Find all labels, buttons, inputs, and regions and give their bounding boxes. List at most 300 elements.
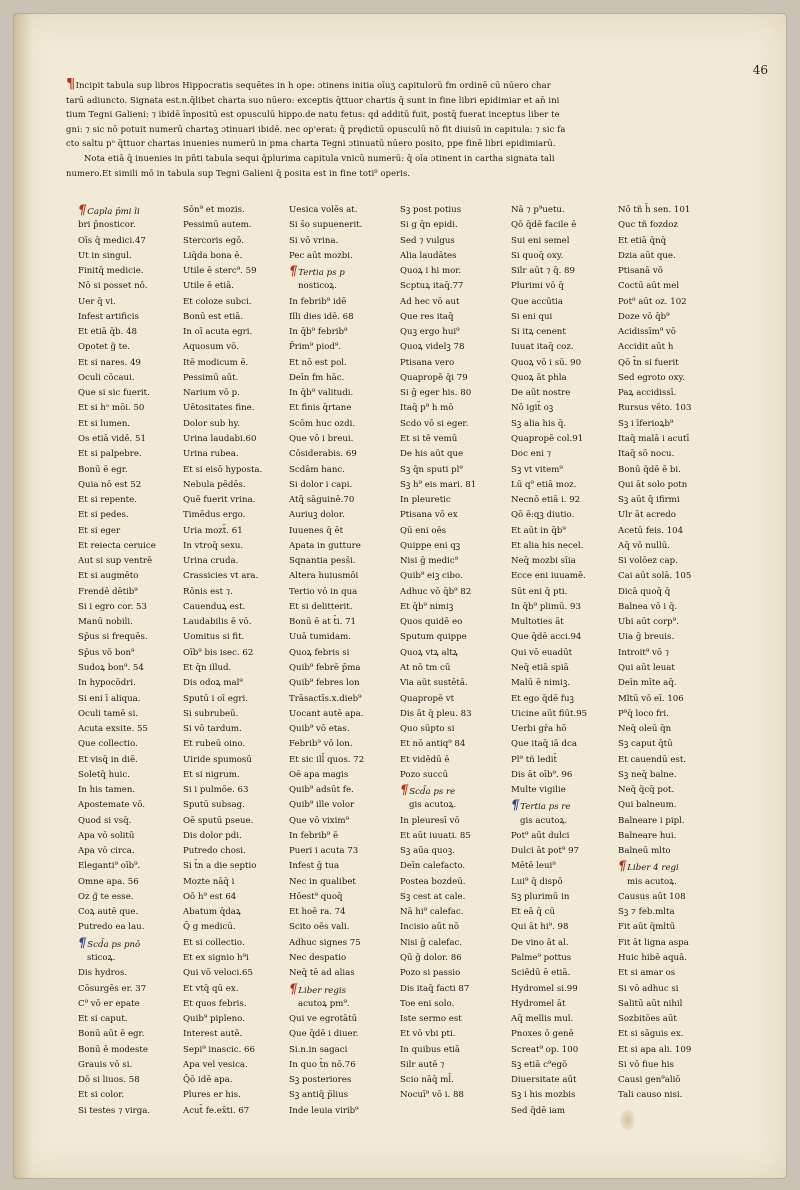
index-entry: Laudabilis ē vō. [183,617,252,628]
index-entry: Sꝫ cest at cale. [400,891,466,902]
index-entry: Quia nō est 52 [78,479,142,490]
index-entry: Et alia his necel. [511,540,584,551]
index-entry: Quc tñ fozdoz [618,220,678,231]
index-entry: Et q̄n illud. [183,662,232,673]
index-entry: Si quoq̄ oxy. [511,250,564,261]
index-entry: Postea bozdeū. [400,876,466,887]
index-entry: Fit āt ligna aspa [618,937,689,948]
intro-line: cto saltu pᵒ q̄ttuor chartas inuenies numerū in pma charta Tegni ɔtinuatū nūero posito, ppe finē libri epidimiarū. [66,138,556,149]
index-entry: gis acutoꝝ. [409,800,457,811]
index-entry: Qū ḡ dolor. 86 [400,953,462,964]
index-entry: Quos quidē eo [400,617,463,628]
index-entry: Oē sputū pseue. [183,815,254,826]
index-entry: Liq̄da bona ē. [183,250,243,261]
index-entry: In hypocōdri. [78,678,136,689]
index-entry: C⁹ vō er epate [78,998,140,1009]
index-entry: In oī acuta egri. [183,327,253,338]
index-entry: Cauenduꝝ est. [183,601,246,612]
index-entry: Neq̄ oleū q̄n [618,724,672,735]
index-entry: Si t̄n a die septio [183,861,257,872]
index-entry: Tertio vō in qua [289,586,358,597]
index-entry: Sudoꝝ bon⁹. 54 [78,662,144,673]
index-column-4 [400,203,498,1104]
index-entry: Quib⁹ febrē p̄ma [289,662,361,673]
index-entry: Fit aūt q̄mltū [618,922,676,933]
index-entry: Apostemate vō. [78,800,146,811]
index-entry: Sputū subsag. [183,800,245,811]
index-entry: Uētositates fine. [183,403,255,414]
index-entry: Pozo succū [400,769,449,780]
index-entry: Qō t̄n si fuerit [618,357,679,368]
index-entry: Quoꝝ āt phla [511,372,567,383]
index-entry: Apa vō circa. [78,846,135,857]
index-entry: Que itaq̄ iā dca [511,739,577,750]
index-entry: Nocuī⁹ vō i. 88 [400,1090,464,1101]
index-entry: Et etiā q̄b. 48 [78,327,138,338]
index-entry: Balnea vō i q̄. [618,601,678,612]
index-entry: Et si apa ali. 109 [618,1044,692,1055]
index-entry: Necnō etiā i. 92 [511,495,581,506]
index-entry: Et si palpebre. [78,449,142,460]
index-entry: Apa vō solitū [78,830,135,841]
index-entry: Putredo ea lau. [78,922,145,933]
index-entry: Utile ē sterc⁹. 59 [183,266,257,277]
index-entry: Dis odoꝝ mal⁹ [183,678,243,689]
index-entry: Plurimi vō q̄ [511,281,564,292]
index-entry: Qui vō euadūt [511,647,573,658]
index-entry: Nā ⁊ p⁹uetu. [511,205,565,215]
index-entry: gis acutoꝝ. [520,815,568,826]
index-entry: Ubi aūt corp⁹. [618,617,679,628]
index-entry: Ptisana vō ex [400,510,458,521]
index-entry: Sui eni semel [511,235,570,246]
index-entry: Et cauendū est. [618,754,686,765]
index-entry: Que vō vixim⁹ [289,815,349,826]
index-entry: Pnoxes ō genē [511,1029,574,1040]
index-entry: Apata in gutture [289,540,361,551]
index-entry: Quoꝝ vtꝝ altꝝ [400,647,458,658]
index-entry: Cōsurgēs er. 37 [78,983,147,994]
index-entry: Pessimū autem. [183,220,252,231]
index-entry: Si vō fiue his [618,1059,674,1070]
index-entry: Q̄ō idē apa. [183,1075,233,1086]
index-entry: Si eni qui [511,311,553,322]
index-entry: Dis itaq̄ facti 87 [400,983,470,994]
index-entry: Ulr āt acredo [618,510,676,521]
index-entry: Et ex signio h⁹i [183,953,249,964]
index-entry: Uocant autē apa. [289,708,364,719]
rubric-mark: ¶ [289,981,298,997]
index-entry: In his tamen. [78,785,136,796]
index-entry: Si testes ⁊ virga. [78,1105,151,1116]
index-column-6 [618,203,716,1104]
index-entry: Dicā quoq̄ q̄ [618,586,671,597]
index-entry: Urina cruda. [183,556,239,567]
index-entry: Aquosum vō. [183,342,240,353]
section-heading: ¶Tertia ps p [289,264,345,280]
index-entry: Silr aūt ⁊ q̄. 89 [511,266,575,277]
index-entry: Uia ḡ breuis. [618,632,675,643]
index-entry: Scōm huc ozdi. [289,418,356,429]
index-entry: Quapropē vt [400,693,455,704]
index-entry: In quo t̄n nō.76 [289,1059,356,1070]
rubric-mark: ¶ [511,798,520,814]
index-entry: Si vō vrina. [289,235,339,246]
index-entry: Sꝫ post potius [400,205,462,215]
index-entry: Qui aūt leuat [618,662,675,673]
index-entry: Itaq̄ malā i acutī [618,433,690,444]
index-entry: Aut si sup ventrē [78,556,153,567]
index-entry: Paꝝ accidissī. [618,388,677,399]
index-entry: Sp̄us si frequēs. [78,632,148,643]
index-entry: Timēdus ergo. [183,510,246,521]
index-entry: Quib⁹ pipleno. [183,1014,245,1025]
index-entry: Deīn mīte aq̄. [618,678,677,689]
index-entry: Uria mozt̄. 61 [183,525,243,536]
index-entry: Uer q̄ vi. [78,296,116,307]
index-entry: Sꝫ ⁊ feb.mlta [618,907,675,918]
index-entry: Sꝫ aūt q̄ ifirmi [618,495,680,506]
index-entry: nosticoꝝ. [298,281,338,292]
index-entry: Si vō tardum. [183,724,242,735]
index-entry: Qui āt solo potn [618,479,688,490]
index-entry: Sꝫ caput q̄tū [618,739,673,750]
index-entry: Uesica volēs at. [289,205,358,215]
book-page [14,14,786,1178]
index-entry: Qui ve egrotātū [289,1014,358,1025]
index-entry: Ut in singul. [78,250,132,261]
index-entry: Qui āt hi⁹. 98 [511,922,569,933]
index-entry: Causi gen⁹aliō [618,1075,681,1086]
index-entry: Tali causo nisi. [618,1090,683,1101]
intro-paragraph [66,78,706,180]
index-entry: Dulci āt pot⁹ 97 [511,846,580,857]
index-entry: Oz ɡ̃ te esse. [78,891,134,902]
page-stain [620,1110,635,1130]
index-entry: Et reiecta ceruice [78,540,156,551]
index-entry: Si dolor i capi. [289,479,353,490]
index-entry: Bonū aūt ē egr. [78,1029,145,1040]
index-column-1 [78,203,176,1119]
index-entry: Scito oēs vali. [289,922,350,933]
index-entry: Sꝫ i his mozbis [511,1090,576,1101]
index-entry: Et si collectio. [183,937,245,948]
index-entry: Uuā tumidam. [289,632,352,643]
index-entry: In q̄b⁹ plimū. 93 [511,601,581,612]
index-entry: Que collectio. [78,739,138,750]
index-entry: Sꝫ antiq̄ p̄lius [289,1090,349,1101]
index-entry: Sꝫ vt vitem⁹ [511,464,563,475]
index-entry: Salitū aūt nihil [618,998,683,1009]
index-entry: Neq̄ tē ad alias [289,968,355,979]
index-entry: Et quos febris. [183,998,247,1009]
index-entry: Quē fuerit vrina. [183,495,256,506]
index-entry: Sꝫ alia his q̄. [511,418,567,429]
index-entry: Hydromel si.99 [511,983,578,994]
section-heading: ¶Scd̄a ps pnō [78,935,141,951]
index-entry: Itaq̄ p⁹ h mō [400,403,454,414]
index-entry: Et coloze subci. [183,296,252,307]
index-entry: Nec despatio [289,953,347,964]
index-entry: Rōnis est ⁊. [183,586,233,597]
index-entry: Et si color. [78,1090,125,1101]
index-entry: Dis āt q̄ pleu. 83 [400,708,472,719]
index-entry: Nā hi⁹ calefac. [400,907,464,918]
index-entry: Et si eisō hyposta. [183,464,263,475]
index-entry: Si itꝝ cenent [511,327,566,338]
index-columns [78,203,756,1116]
rubric-mark: ¶ [78,935,87,951]
index-entry: Coꝝ autē que. [78,907,139,918]
index-entry: Multe vigilie [511,785,566,796]
index-entry: Et etiā q̄nq̄ [618,235,667,246]
index-entry: Sed q̄dē iam [511,1105,566,1116]
intro-line: ¶Incipit tabula sup libros Hippocratis sequētes in h ope: ɔtinens initia oīuʒ capitulorū fm ordinē cū nūero char [66,78,706,93]
index-entry: Hōest⁹ quoq̄ [289,891,343,902]
section-heading: ¶Tertia ps re [511,798,571,814]
index-entry: Sꝫ plurimū in [511,891,570,902]
index-entry: Et si lumen. [78,418,131,429]
initial-capital-mark: ¶ [66,78,76,92]
index-entry: Lū q⁹ etiā moz. [511,479,577,490]
index-entry: Doze vō q̄b⁹ [618,311,670,322]
index-entry: Quꝫ ergo hui⁹ [400,327,460,338]
index-entry: Cōsiderabis. 69 [289,449,357,460]
index-entry: Deīn fm hāc. [289,372,345,383]
index-entry: Sōn⁹ et mozis. [183,205,245,215]
index-entry: Oīb⁹ bis isec. 62 [183,647,254,658]
index-entry: Et vidēdū ē [400,754,450,765]
index-entry: Quapropē q̄i 79 [400,372,468,383]
index-entry: Quoꝝ vō i sū. 90 [511,357,582,368]
index-entry: Manū nobili. [78,617,133,628]
index-entry: Si i egro cor. 53 [78,601,147,612]
index-entry: Nisi ḡ medic⁹ [400,556,459,567]
index-entry: Quib⁹ vō etas. [289,724,350,735]
index-entry: Qō ē:qꝫ diutio. [511,510,575,521]
index-entry: Pueri i acuta 73 [289,846,359,857]
index-entry: Sed ⁊ vulgus [400,235,455,246]
index-entry: Et si augmēto [78,571,139,582]
index-entry: Bonū ē modeste [78,1044,148,1055]
index-entry: Aq̄ mellis mul. [511,1014,574,1025]
index-entry: Coctū aūt mel [618,281,680,292]
index-entry: Nō igit̄ oꝫ [511,403,554,414]
index-entry: Si subrubeū. [183,708,239,719]
index-entry: Os etiā vidē. 51 [78,433,146,444]
index-entry: Apa vel vesica. [183,1059,248,1070]
index-entry: Pot⁹ aūt dulci [511,830,570,841]
index-entry: Pozo si passio [400,968,461,979]
index-entry: Uiride spumosū [183,754,252,765]
index-entry: Oculi tamē si. [78,708,139,719]
index-entry: In pleuretic [400,495,451,506]
index-entry: Balneare i pipl. [618,815,685,826]
index-entry: Acetū feis. 104 [618,525,684,536]
index-entry: Diuersitate aūt [511,1075,577,1086]
index-entry: Oō h⁹ est 64 [183,891,237,902]
index-entry: Lui⁹ q̄ dispō [511,876,563,887]
index-entry: Uomitus si fit. [183,632,245,643]
index-entry: Quippe eni qꝫ [400,540,461,551]
index-entry: sticoꝝ. [87,953,116,964]
index-entry: Sputū i oī egri. [183,693,248,704]
index-entry: Et aūt in q̄b⁹ [511,525,566,536]
section-heading: ¶Liber regis [289,981,347,997]
index-entry: Et si caput. [78,1014,128,1025]
index-entry: Et si repente. [78,495,137,506]
index-entry: Ptisana vero [400,357,455,368]
index-entry: Et si pedes. [78,510,129,521]
index-entry: P̄rim⁹ piod⁹. [289,342,342,353]
rubric-mark: ¶ [618,859,627,875]
intro-line: Nota etiā q̄ inuenies in pn̄ti tabula sequi q̄plurima capitula vnicū numerū: q̄ oīa ɔtinent in cartha signata tali [84,152,555,163]
index-entry: Sqnantia pess̄i. [289,556,356,567]
index-entry: Et q̄b⁹ nimiꝫ [400,601,454,612]
index-entry: Silr autē ⁊ [400,1059,445,1070]
index-entry: Acut̄ fe.ex̄ti. 67 [183,1105,250,1116]
index-entry: mis acutoꝝ. [627,876,677,887]
index-entry: Neq̄ mozbi sīia [511,556,576,567]
index-entry: Si volōez cap. [618,556,678,567]
index-entry: Que q̄dē acci.94 [511,632,582,643]
index-entry: Neq̄ q̄cq̄ pot. [618,785,675,796]
index-entry: In q̄b⁹ valitudi. [289,388,354,399]
index-entry: Si eni ī aliqua. [78,693,141,704]
index-entry: Et nō est pol. [289,357,347,368]
index-column-3 [289,203,387,1119]
intro-line: numero.Et simili mō in tabula sup Tegni Galieni q̄ posita est in fine toti⁹ operis. [66,167,411,178]
index-entry: Trāsactīs.x.dieb⁹ [289,693,362,704]
index-entry: Mltū vō eī. 106 [618,693,684,704]
index-entry: Acidissīm⁹ vō [618,327,676,338]
index-entry: Dis hydros. [78,968,128,979]
index-entry: Quapropē col.91 [511,433,584,444]
index-entry: Infest artificis [78,311,139,322]
index-entry: Qui vō veloci.65 [183,968,253,979]
index-entry: Si i pulmōe. 63 [183,785,249,796]
index-entry: Alia laudātes [400,250,457,261]
index-entry: Mozte nāq̄ i [183,876,235,887]
index-column-2 [183,203,281,1119]
index-entry: Et rubeū oino. [183,739,246,750]
index-entry: Introit⁹ vō ⁊ [618,647,670,658]
index-entry: At nō tm cū [400,662,451,673]
index-entry: Via aūt sustētā. [400,678,468,689]
index-entry: Multoties āt [511,617,564,628]
index-entry: Et nō antiq⁹ 84 [400,739,466,750]
index-entry: Rursus vēto. 103 [618,403,692,414]
index-entry: Sꝫ aūa quoꝫ. [400,846,455,857]
index-entry: Quib⁹ febres lon [289,678,360,689]
index-entry: Et si delitterit. [289,601,353,612]
index-entry: acutoꝝ pm⁹. [298,998,350,1009]
index-entry: Oculi cōcaui. [78,372,135,383]
index-entry: Et si amar os [618,968,676,979]
index-entry: Et finis q̄rtane [289,403,352,414]
index-entry: Quo sūpto si [400,724,455,735]
index-entry: Et ego q̄dē fuꝫ [511,693,574,704]
index-entry: Nō tñ h̄ sen. 101 [618,205,691,215]
index-entry: Scptuꝝ itaq̄.77 [400,281,464,292]
index-entry: Dolor sub hy. [183,418,240,429]
index-entry: Quib⁹ eiꝫ cibo. [400,571,463,582]
index-entry: Et aūt iuuati. 85 [400,830,471,841]
index-entry: Ptisanā vō [618,266,663,277]
index-entry: Ecce eni iuuamē. [511,571,586,582]
index-entry: Acuta exsite. 55 [78,724,148,735]
index-entry: Et hoē ra. 74 [289,907,346,918]
index-entry: Palme⁹ pottus [511,953,572,964]
index-entry: Que q̄dē i diuer. [289,1029,359,1040]
index-entry: Quib⁹ ille volor [289,800,355,811]
index-entry: Et vō vbi pti. [400,1029,456,1040]
index-entry: Infest ḡ tua [289,861,340,872]
index-entry: Si g q̄n epidi. [400,220,458,231]
index-entry: Neq̄ etiā spiā [511,662,569,673]
index-entry: Auriuꝫ dolor. [289,510,345,521]
index-entry: Sꝫ neq̄ balne. [618,769,677,780]
index-entry: Dzia aūt que. [618,250,676,261]
index-entry: Huic hibē aquā. [618,953,687,964]
index-entry: Utile ē etiā. [183,281,234,292]
index-entry: Pec aūt mozbi. [289,250,353,261]
index-entry: Pl⁹ tñ ledit̄ [511,754,557,765]
section-heading: ¶Scd̄a ps re [400,783,456,799]
index-entry: In pleuresī vō [400,815,460,826]
index-entry: Et vtq̄ qū ex. [183,983,239,994]
index-entry: Sꝫ h⁹ eis mari. 81 [400,479,477,490]
index-entry: Urina rubea. [183,449,239,460]
index-entry: Illi dies idē. 68 [289,311,354,322]
index-entry: Abatum q̄daꝝ [183,907,241,918]
index-entry: Interest autē. [183,1029,243,1040]
index-entry: Sputum quippe [400,632,467,643]
index-entry: Iste sermo est [400,1014,462,1025]
index-entry: Opotet g̃ te. [78,342,130,353]
index-entry: Sꝫ q̄n sputi pl⁹ [400,464,463,475]
index-entry: Qō q̄dē facile ē [511,220,577,231]
rubric-mark: ¶ [78,203,87,218]
index-entry: Sozbitōes aūt [618,1014,677,1025]
index-entry: Uicine aūt fiūt.95 [511,708,588,719]
index-entry: Nebula pēdēs. [183,479,246,490]
index-entry: Hydromel āt [511,998,566,1009]
index-entry: Screat⁹ op. 100 [511,1044,579,1055]
index-entry: Sūt eni q̄ pti. [511,586,568,597]
index-entry: Altera huiusmōi [289,571,359,582]
index-entry: Que res itaq̄ [400,311,454,322]
section-heading: ¶Capla p̄mi li [78,203,140,218]
index-entry: Si ḡ eger his. 80 [400,388,472,399]
index-entry: Quod si vsq̄. [78,815,132,826]
index-entry: Quoꝝ videlꝫ 78 [400,342,465,353]
index-entry: Crassicies vt ara. [183,571,259,582]
index-entry: Bonū q̄dē ē bi. [618,464,681,475]
index-entry: Pot⁹ aūt oz. 102 [618,296,687,307]
index-entry: Dis āt oīb⁹. 96 [511,769,573,780]
index-entry: Qū eni oēs [400,525,447,536]
index-entry: Sciēdū ē etiā. [511,968,571,979]
index-entry: In febrib⁹ idē [289,296,347,307]
index-entry: Oīs q̄ medici.47 [78,235,146,246]
index-entry: Itaq̄ sō nocu. [618,449,675,460]
index-entry: Plures er his. [183,1090,241,1101]
index-entry: Grauis vō si. [78,1059,133,1070]
index-entry: Sepi⁹ inascic. 66 [183,1044,255,1055]
index-entry: Iuuat itaq̄ coz. [511,342,574,353]
index-entry: Bonū ē egr. [78,464,128,475]
